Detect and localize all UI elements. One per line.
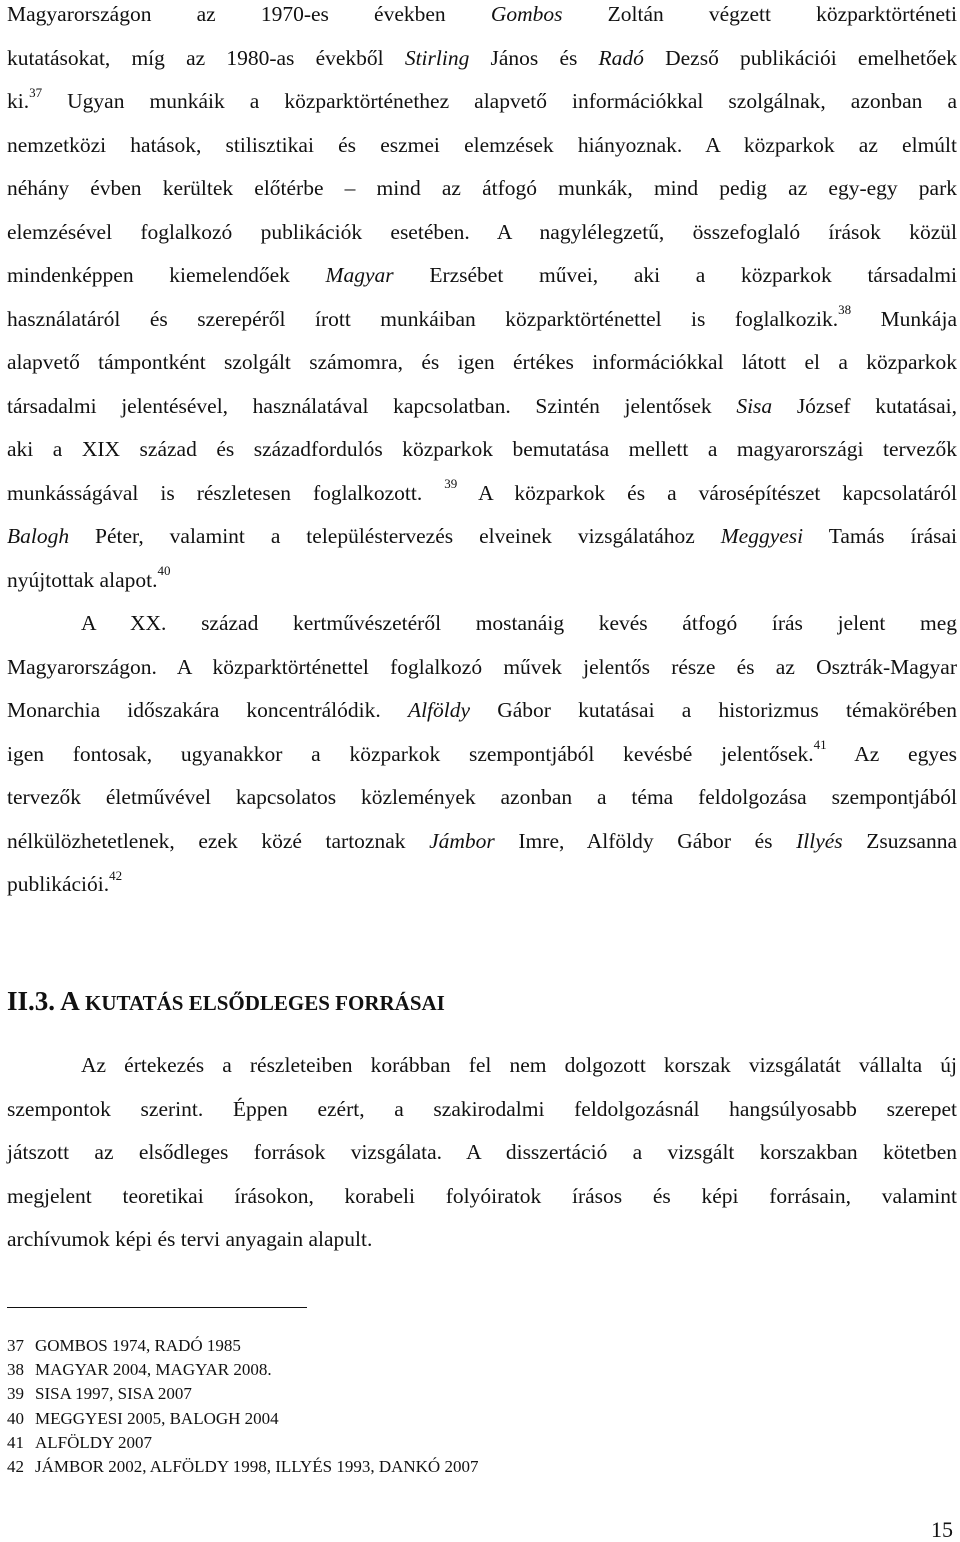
text-line: játszott az elsődleges források vizsgálata. A disszertáció a vizsgált korszakban kötetben	[7, 1140, 957, 1164]
footnote	[7, 1384, 478, 1408]
text-line: mindenképpen kiemelendőek Magyar Erzsébet művei, aki a közparkok társadalmi	[7, 263, 957, 287]
footnote-text: GOMBOS 1974, RADÓ 1985	[35, 1336, 241, 1355]
text-line: kutatásokat, míg az 1980-as évekből Stirling János és Radó Dezső publikációi emelhetőek	[7, 45, 957, 70]
text-line: Az értekezés a részleteiben korábban fel nem dolgozott korszak vizsgálatát vállalta új	[81, 1053, 957, 1077]
heading-text: KUTATÁS ELSŐDLEGES FORRÁSAI	[85, 991, 445, 1015]
text-line: társadalmi jelentésével, használatával kapcsolatban. Szintén jelentősek Sisa József kutatásai,	[7, 393, 957, 418]
paragraph-literature-review	[7, 0, 957, 609]
footnote	[7, 1360, 478, 1384]
text-line: Balogh Péter, valamint a településtervezés elveinek vizsgálatához Meggyesi Tamás írásai	[7, 524, 957, 548]
footnote-ref: 42	[109, 867, 123, 883]
footnote	[7, 1336, 478, 1360]
text-line: megjelent teoretikai írásokon, korabeli folyóiratok írásos és képi forrásain, valamint	[7, 1183, 957, 1208]
text-line: nemzetközi hatások, stilisztikai és eszmei elemzések hiányoznak. A közparkok az elmúlt	[7, 132, 957, 157]
text-line: A XX. század kertművészetéről mostanáig kevés átfogó írás jelent meg	[81, 611, 957, 635]
footnote-ref: 38	[838, 302, 852, 318]
text-line: elemzésével foglalkozó publikációk esetében. A nagylélegzetű, összefoglaló írások közül	[7, 219, 957, 244]
footnote-text: MAGYAR 2004, MAGYAR 2008.	[35, 1360, 272, 1380]
section-heading	[7, 986, 445, 1017]
text-line: ki.$^{37}$ Ugyan munkáik a közparktörténethez alapvető információkkal szolgálnak, azonban a	[7, 84, 957, 113]
footnote-ref: 41	[813, 737, 827, 753]
footnote-text: SISA 1997, SISA 2007	[35, 1384, 192, 1404]
footnote-number: 37	[7, 1336, 24, 1355]
text-line: néhány évben kerültek előtérbe – mind az átfogó munkák, mind pedig az egy-egy park	[7, 176, 957, 200]
footnote-number: 41	[7, 1432, 24, 1452]
text-line: Magyarországon az 1970-es években Gombos Zoltán végzett közparktörténeti	[7, 2, 957, 26]
text-line: használatáról és szerepéről írott munkáiban közparktörténettel is foglalkozik.$^{38}$ Munkája	[7, 302, 957, 331]
footnote-text: ALFÖLDY 2007	[35, 1432, 152, 1452]
text-line: Magyarországon. A közparktörténettel foglalkozó művek jelentős része és az Osztrák-Magyar	[7, 654, 957, 679]
text-line: szempontok szerint. Éppen ezért, a szakirodalmi feldolgozásnál hangsúlyosabb szerepet	[7, 1096, 957, 1121]
page-number: 15	[931, 1517, 953, 1542]
text-line: aki a XIX század és századfordulós közparkok bemutatása mellett a magyarországi tervezők	[7, 437, 957, 461]
footnote-number: 40	[7, 1408, 24, 1428]
footnote-text: JÁMBOR 2002, ALFÖLDY 1998, ILLYÉS 1993, DANKÓ 2007	[35, 1456, 479, 1476]
footnote	[7, 1409, 478, 1433]
footnote-number: 38	[7, 1360, 24, 1380]
footnote	[7, 1457, 478, 1481]
text-line: nélkülözhetetlenek, ezek közé tartoznak Jámbor Imre, Alföldy Gábor és Illyés Zsuzsanna	[7, 828, 958, 853]
footnote-text: MEGGYESI 2005, BALOGH 2004	[35, 1408, 279, 1428]
paragraph-twentieth-century	[7, 609, 957, 914]
paragraph-primary-sources	[7, 1051, 957, 1269]
footnote-number: 39	[7, 1384, 24, 1404]
text-line: archívumok képi és tervi anyagain alapult.	[7, 1227, 373, 1251]
footnote-list	[7, 1336, 478, 1481]
text-line: nyújtottak alapot.$^{40}$	[7, 563, 171, 592]
footnote-number: 42	[7, 1456, 24, 1476]
text-line: munkásságával is részletesen foglalkozott. $^{39}$ A közparkok és a városépítészet kapcsolatáról	[7, 476, 958, 505]
text-line: publikációi.$^{42}$	[7, 867, 123, 896]
text-line: alapvető támpontként szolgált számomra, és igen értékes információkkal látott el a közparkok	[7, 350, 957, 374]
text-line: tervezők életművével kapcsolatos közlemények azonban a téma feldolgozása szempontjából	[7, 785, 957, 809]
section-number: II.3.	[7, 986, 56, 1016]
footnote	[7, 1433, 478, 1457]
heading-first-letter: A	[60, 986, 79, 1016]
footnote-ref: 39	[444, 476, 458, 492]
text-line: igen fontosak, ugyanakkor a közparkok szempontjából kevésbé jelentősek.$^{41}$ Az egyes	[7, 737, 957, 766]
footnote-ref: 40	[157, 563, 171, 579]
footnote-divider	[7, 1307, 307, 1308]
footnote-ref: 37	[29, 84, 43, 100]
text-line: Monarchia időszakára koncentrálódik. Alföldy Gábor kutatásai a historizmus témakörében	[7, 698, 957, 722]
